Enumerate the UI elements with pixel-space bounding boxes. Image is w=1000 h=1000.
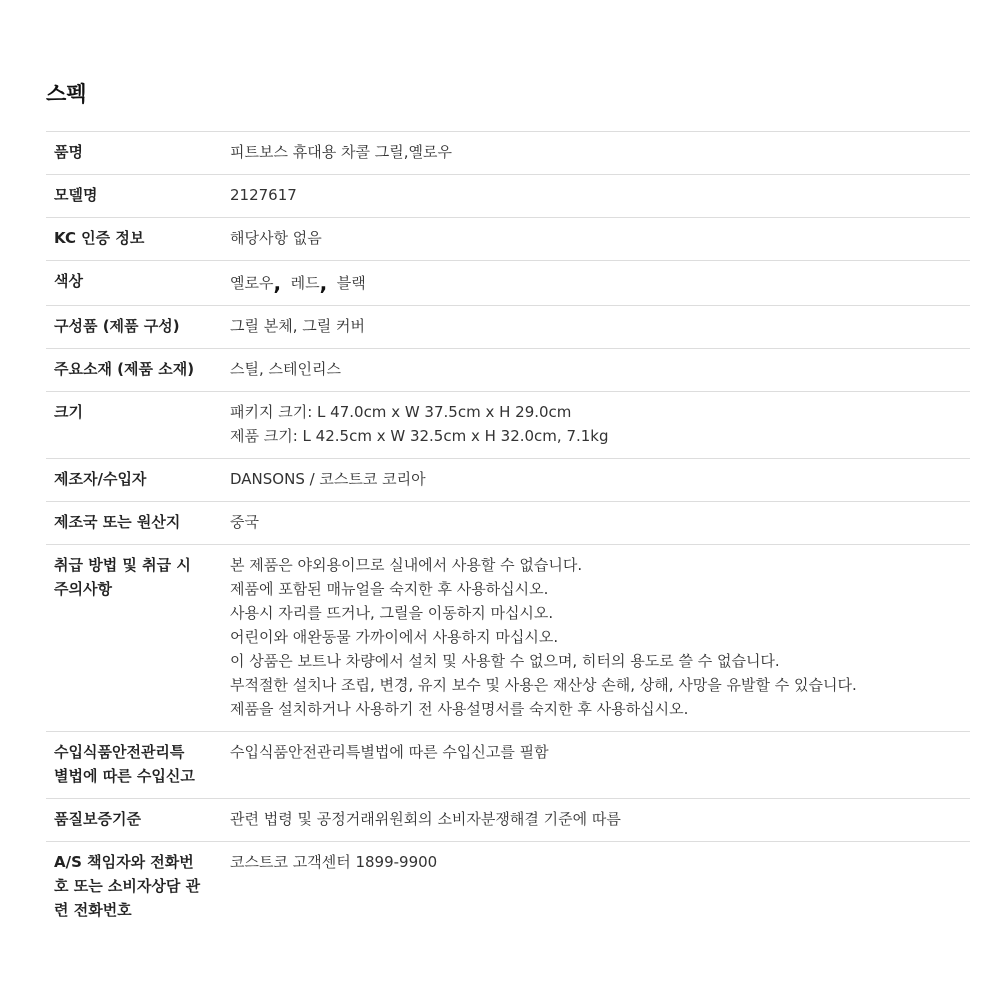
spec-value: 그릴 본체, 그릴 커버 (230, 317, 365, 335)
spec-label-line: 련 전화번호 (54, 901, 132, 919)
spec-value: 코스트코 고객센터 1899-9900 (230, 853, 438, 871)
spec-row-kc-cert (46, 218, 970, 261)
spec-value: 관련 법령 및 공정거래위원회의 소비자분쟁해결 기준에 따름 (230, 810, 621, 828)
spec-label: 구성품 (제품 구성) (54, 317, 180, 335)
spec-value: 스틸, 스테인리스 (230, 360, 341, 378)
spec-value: 피트보스 휴대용 차콜 그릴,옐로우 (230, 143, 452, 161)
product-size-line: 제품 크기: L 42.5cm x W 32.5cm x H 32.0cm, 7.1kg (230, 427, 609, 445)
spec-row-caution (46, 545, 970, 732)
spec-label-line: 호 또는 소비자상담 관 (54, 877, 201, 895)
spec-row-components (46, 306, 970, 349)
spec-label: 주요소재 (제품 소재) (54, 360, 195, 378)
spec-row-manufacturer (46, 459, 970, 502)
spec-row-import-safety (46, 732, 970, 799)
spec-label: 크기 (54, 403, 83, 421)
spec-row-material (46, 349, 970, 392)
spec-value (230, 553, 970, 721)
caution-line: 본 제품은 야외용이므로 실내에서 사용할 수 없습니다. (230, 556, 583, 574)
spec-label (46, 553, 230, 721)
spec-value: 해당사항 없음 (230, 229, 322, 247)
spec-label: KC 인증 정보 (54, 229, 145, 247)
spec-row-model-name (46, 175, 970, 218)
spec-row-quality (46, 799, 970, 842)
spec-label: 품질보증기준 (54, 810, 141, 828)
caution-line: 어린이와 애완동물 가까이에서 사용하지 마십시오. (230, 628, 559, 646)
spec-label-line: 별법에 따른 수입신고 (54, 767, 195, 785)
spec-label: 색상 (54, 272, 83, 290)
spec-row-product-name (46, 132, 970, 175)
spec-label: 품명 (54, 143, 83, 161)
spec-value: 2127617 (230, 186, 297, 204)
color-option-red: 레드 (290, 274, 320, 292)
spec-table (46, 131, 970, 932)
spec-row-as-contact (46, 842, 970, 932)
color-separator: , (273, 271, 282, 295)
package-size-line: 패키지 크기: L 47.0cm x W 37.5cm x H 29.0cm (230, 403, 572, 421)
spec-value (230, 400, 970, 448)
spec-row-color (46, 261, 970, 306)
color-option-black: 블랙 (336, 274, 366, 292)
caution-line: 제품에 포함된 매뉴얼을 숙지한 후 사용하십시오. (230, 580, 549, 598)
spec-label: 제조자/수입자 (54, 470, 147, 488)
spec-row-origin (46, 502, 970, 545)
spec-value-colors (230, 269, 970, 295)
caution-line: 사용시 자리를 뜨거나, 그릴을 이동하지 마십시오. (230, 604, 554, 622)
spec-label (46, 850, 230, 922)
caution-line: 이 상품은 보트나 차량에서 설치 및 사용할 수 없으며, 히터의 용도로 쓸 수 없습니다. (230, 652, 780, 670)
spec-label: 모델명 (54, 186, 98, 204)
spec-label (46, 740, 230, 788)
caution-line: 제품을 설치하거나 사용하기 전 사용설명서를 숙지한 후 사용하십시오. (230, 700, 689, 718)
spec-label: 제조국 또는 원산지 (54, 513, 181, 531)
spec-label-line: 취급 방법 및 취급 시 (54, 556, 191, 574)
spec-value: 중국 (230, 513, 259, 531)
color-separator: , (319, 271, 328, 295)
color-option-yellow: 옐로우 (230, 274, 274, 292)
spec-value: DANSONS / 코스트코 코리아 (230, 470, 426, 488)
spec-row-size (46, 392, 970, 459)
spec-label-line: 주의사항 (54, 580, 112, 598)
spec-heading: 스펙 (46, 82, 87, 106)
spec-label-line: A/S 책임자와 전화번 (54, 853, 194, 871)
spec-value: 수입식품안전관리특별법에 따른 수입신고를 필함 (230, 743, 549, 761)
caution-line: 부적절한 설치나 조립, 변경, 유지 보수 및 사용은 재산상 손해, 상해, 사망을 유발할 수 있습니다. (230, 676, 857, 694)
spec-label-line: 수입식품안전관리특 (54, 743, 185, 761)
